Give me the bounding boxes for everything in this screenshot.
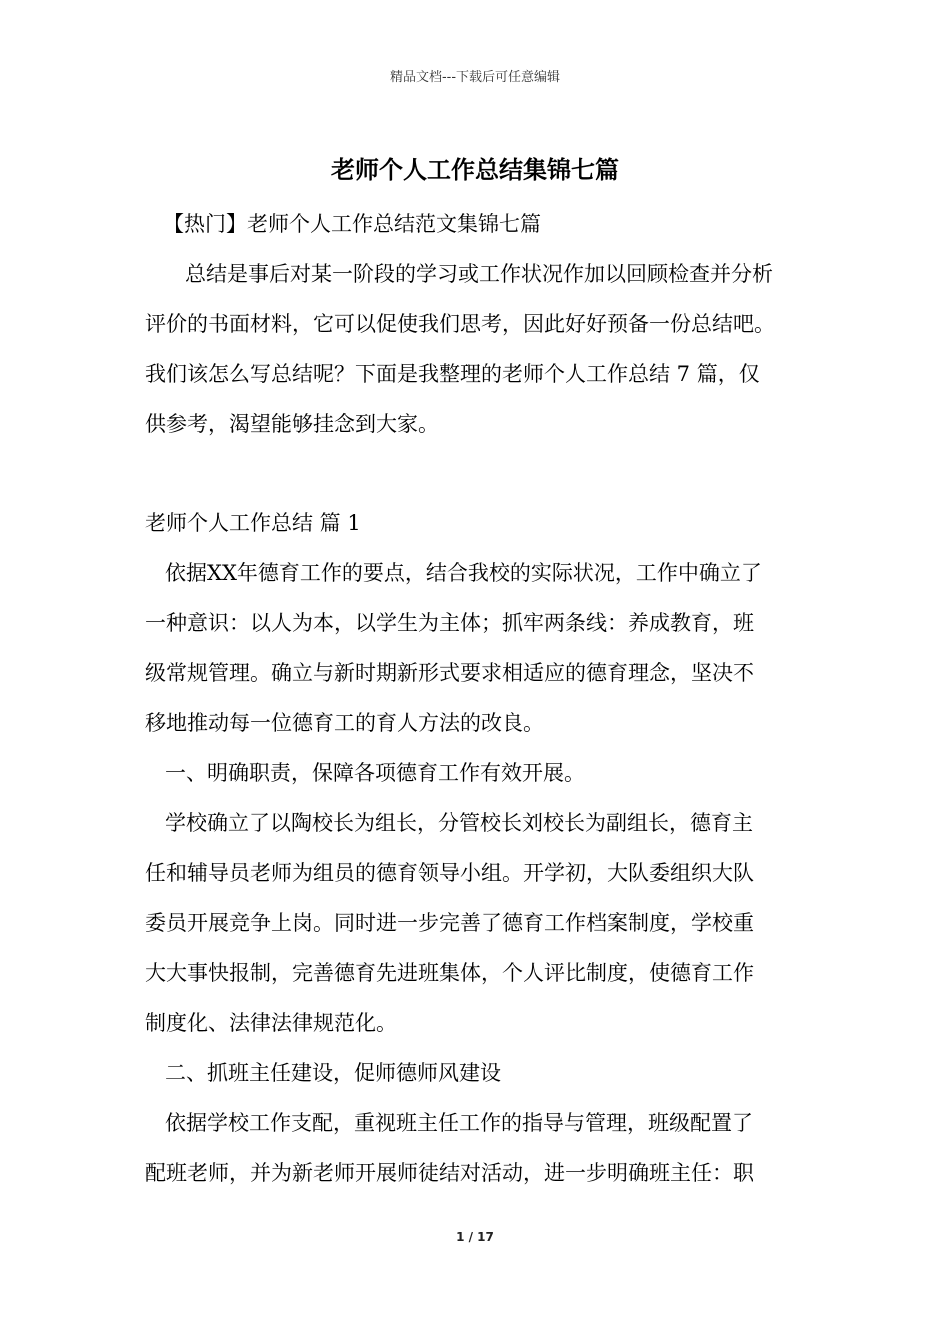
paragraph-line: 级常规管理。确立与新时期新形式要求相适应的德育理念，坚决不 — [145, 661, 754, 685]
section-heading: 老师个人工作总结 篇 1 — [145, 511, 361, 535]
intro-line: 总结是事后对某一阶段的学习或工作状况作加以回顾检查并分析 — [185, 262, 773, 286]
page-indicator: 1 / 17 — [456, 1230, 494, 1244]
paragraph-line: 委员开展竞争上岗。同时进一步完善了德育工作档案制度，学校重 — [145, 911, 754, 935]
paragraph-line: 学校确立了以陶校长为组长，分管校长刘校长为副组长，德育主 — [165, 811, 753, 835]
document-title: 老师个人工作总结集锦七篇 — [331, 156, 619, 184]
intro-paragraph — [145, 249, 810, 449]
subheading-1: 一、明确职责，保障各项德育工作有效开展。 — [165, 761, 585, 785]
paragraph-line: 配班老师，并为新老师开展师徒结对活动，进一步明确班主任：职 — [145, 1161, 754, 1185]
page-header: 精品文档---下载后可任意编辑 — [389, 70, 561, 85]
subheading-2: 二、抓班主任建设，促师德师风建设 — [165, 1061, 501, 1085]
paragraph-line: 任和辅导员老师为组员的德育领导小组。开学初，大队委组织大队 — [145, 861, 754, 885]
hot-line: 【热门】老师个人工作总结范文集锦七篇 — [163, 212, 541, 236]
paragraph-1 — [145, 548, 810, 1198]
intro-line: 我们该怎么写总结呢？下面是我整理的老师个人工作总结 7 篇，仅 — [145, 362, 760, 386]
paragraph-line: 大大事快报制，完善德育先进班集体，个人评比制度，使德育工作 — [145, 961, 754, 985]
section-heading-block — [145, 498, 810, 548]
intro-line: 评价的书面材料，它可以促使我们思考，因此好好预备一份总结吧。 — [145, 312, 775, 336]
paragraph-line: 制度化、法律法律规范化。 — [145, 1011, 397, 1035]
paragraph-line: 移地推动每一位德育工的育人方法的改良。 — [145, 711, 544, 735]
paragraph-line: 一种意识：以人为本，以学生为主体；抓牢两条线：养成教育，班 — [145, 611, 754, 635]
intro-line: 供参考，渴望能够挂念到大家。 — [145, 412, 439, 436]
paragraph-line: 依据学校工作支配，重视班主任工作的指导与管理，班级配置了 — [165, 1111, 753, 1135]
paragraph-line: 依据XX年德育工作的要点，结合我校的实际状况，工作中确立了 — [165, 561, 762, 585]
hot-line-block — [145, 199, 810, 249]
